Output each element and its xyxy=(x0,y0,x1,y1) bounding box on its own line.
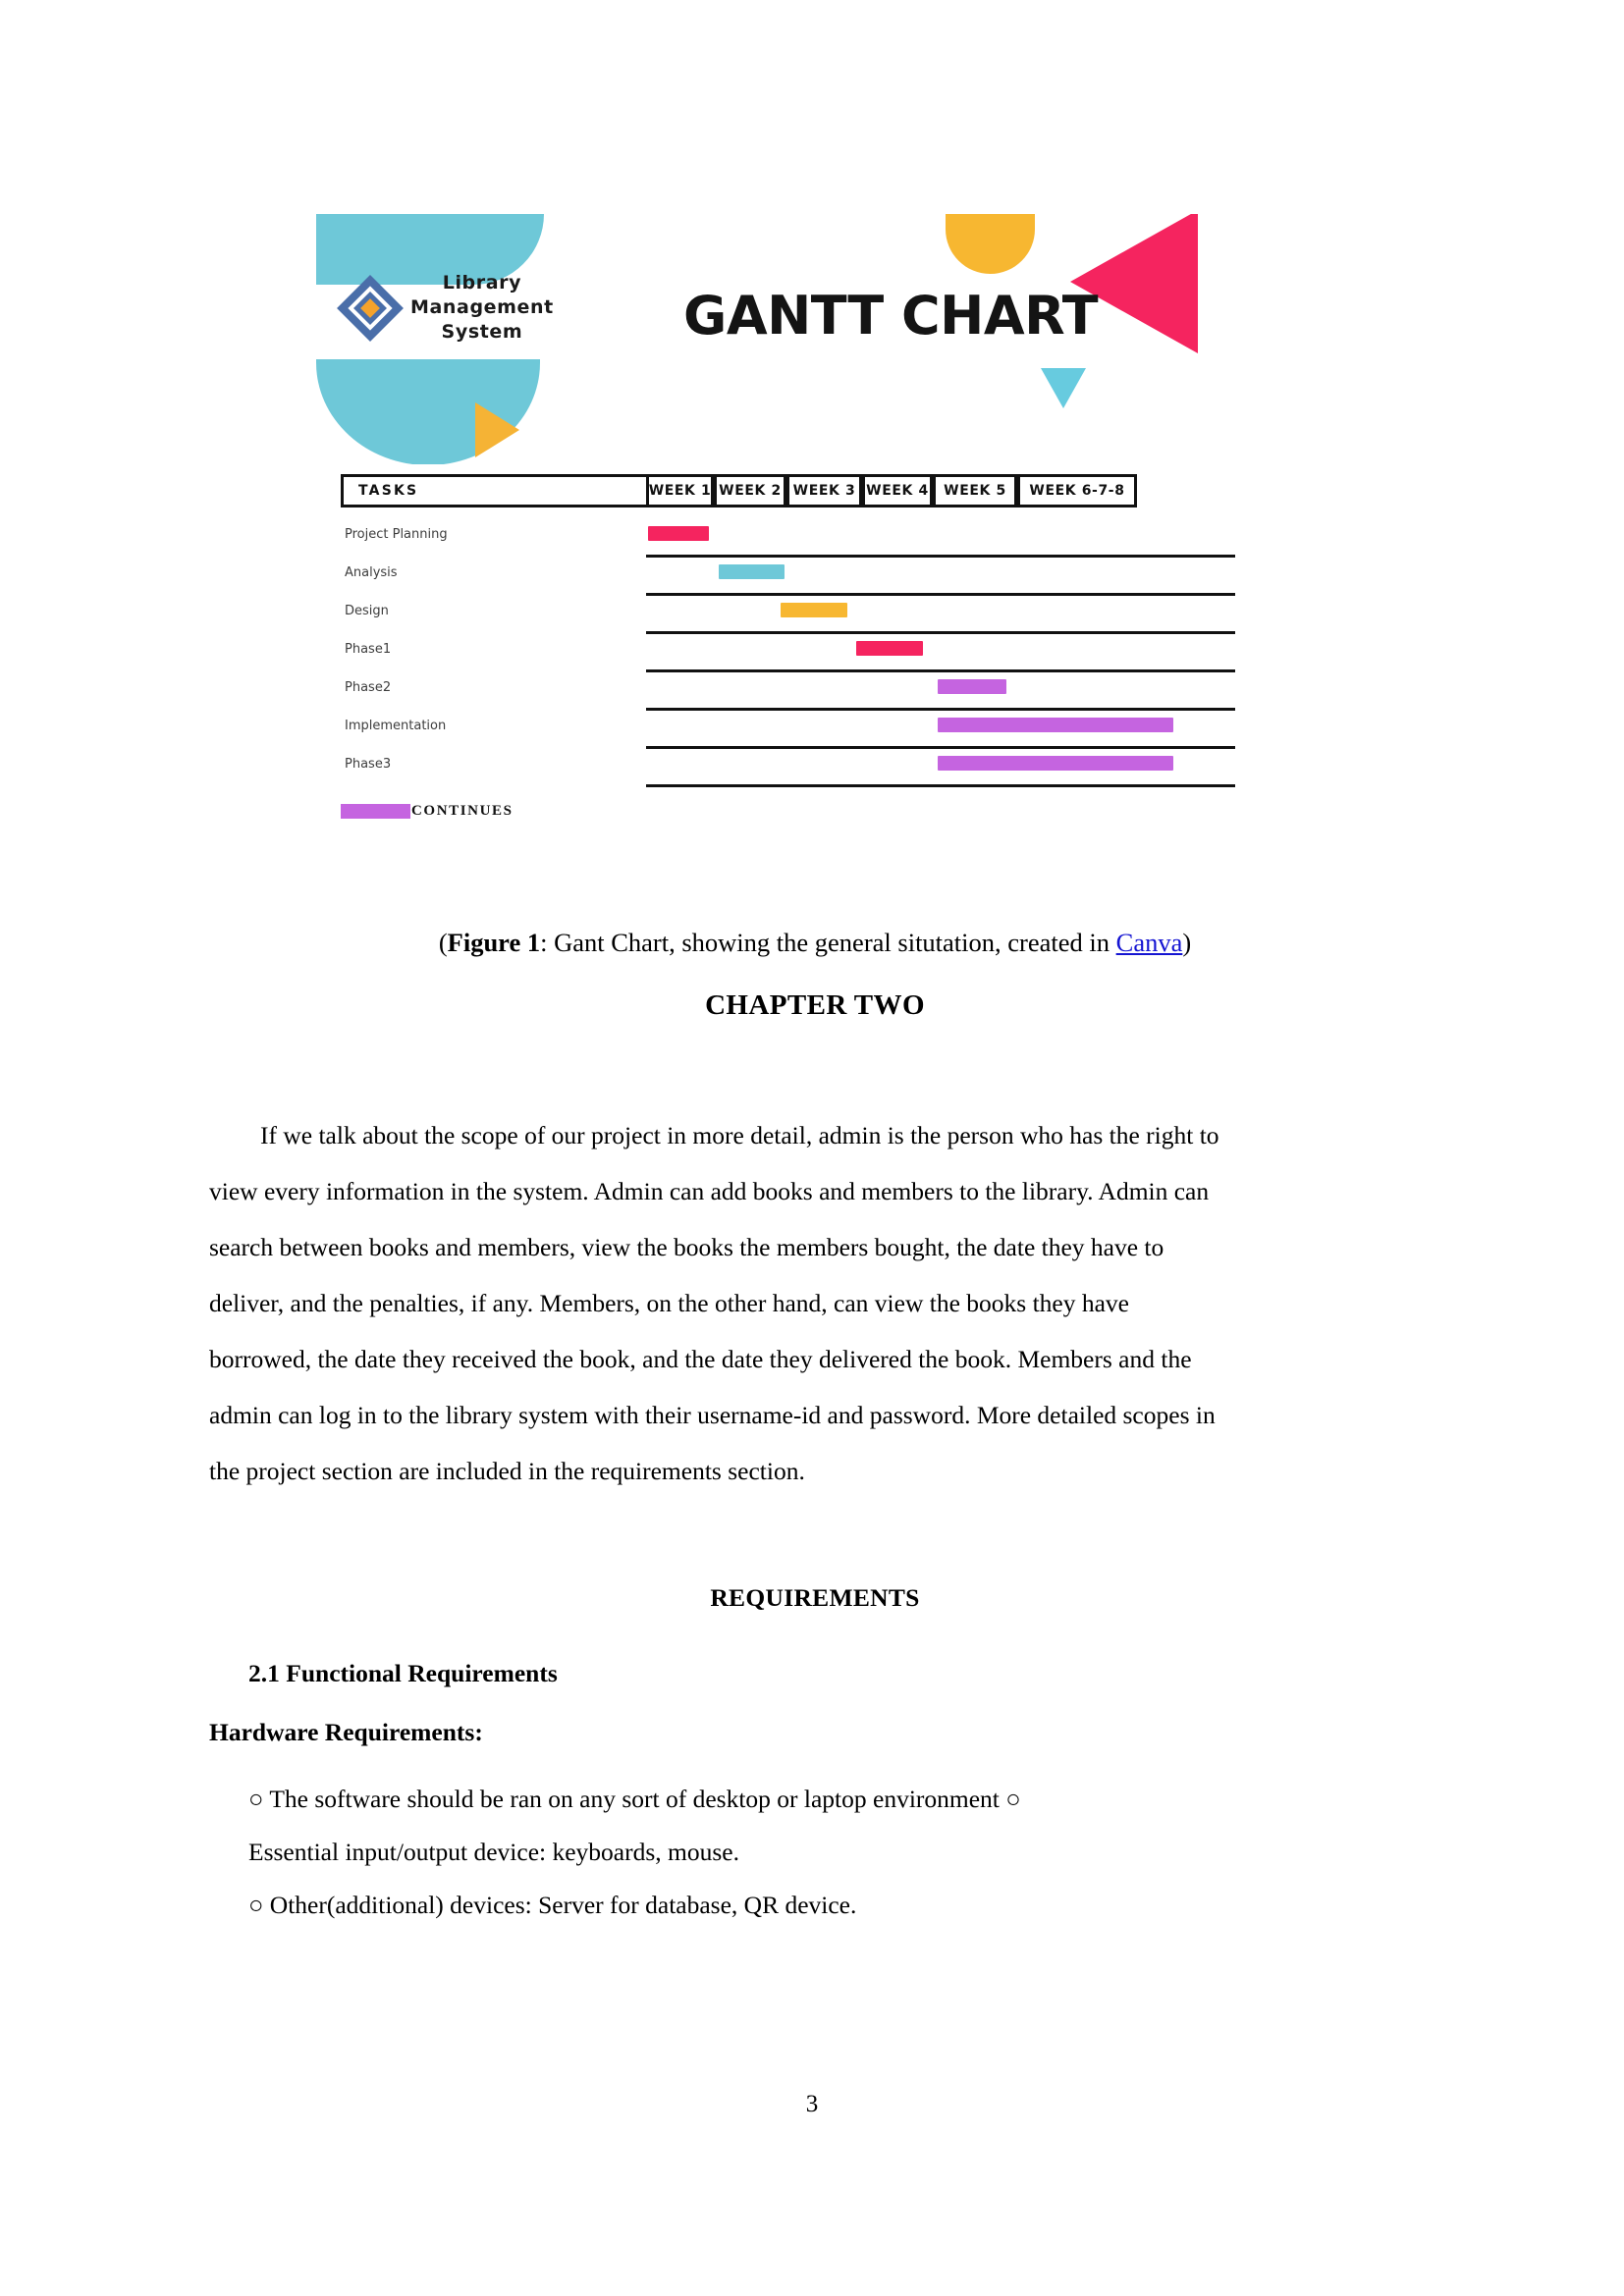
gantt-task-label: Analysis xyxy=(345,565,398,580)
hardware-requirements-heading: Hardware Requirements: xyxy=(209,1718,483,1746)
gantt-task-label: Implementation xyxy=(345,719,447,733)
gantt-row xyxy=(316,595,1300,633)
gantt-legend xyxy=(341,803,514,820)
caption-figure-label: Figure 1 xyxy=(447,928,541,957)
figure-caption xyxy=(177,928,1453,959)
gantt-bar xyxy=(781,603,847,617)
functional-requirements-subheading: 2.1 Functional Requirements xyxy=(248,1659,558,1687)
week-column-header-label: WEEK 4 xyxy=(866,483,929,499)
diamond-logo-icon xyxy=(340,278,401,339)
week-column-header-label: WEEK 5 xyxy=(944,483,1006,499)
cyan-triangle-down-icon xyxy=(1041,368,1086,408)
gantt-row xyxy=(316,633,1300,671)
logo-text xyxy=(410,271,554,345)
orange-triangle-right-icon xyxy=(475,402,519,457)
gantt-bar xyxy=(938,718,1173,732)
week-column-header-label: WEEK 1 xyxy=(648,483,712,499)
gantt-bar xyxy=(648,526,709,541)
gantt-chart-figure xyxy=(316,214,1300,901)
week-column-header-label: WEEK 2 xyxy=(719,483,782,499)
week-column-header-2 xyxy=(714,474,786,507)
gantt-task-label: Phase2 xyxy=(345,680,392,695)
gantt-row xyxy=(316,518,1300,557)
gantt-chart-title: GANTT CHART xyxy=(683,285,1099,347)
caption-open-paren: ( xyxy=(438,928,448,957)
orange-semicircle-shape-icon xyxy=(946,214,1035,274)
gantt-bar xyxy=(719,564,785,579)
gantt-rows xyxy=(316,518,1300,788)
legend-label-continues: CONTINUES xyxy=(411,803,514,819)
library-management-system-logo xyxy=(340,271,554,345)
gantt-chart-card xyxy=(316,214,1300,901)
gantt-row xyxy=(316,710,1300,748)
list-item: ○ Other(additional) devices: Server for database, QR device. xyxy=(248,1891,857,1919)
week-column-header-6 xyxy=(1017,474,1137,507)
chapter-title: CHAPTER TWO xyxy=(705,989,925,1021)
week-column-header-label: WEEK 6-7-8 xyxy=(1029,483,1125,499)
week-column-header-5 xyxy=(933,474,1017,507)
requirements-heading: REQUIREMENTS xyxy=(710,1583,920,1612)
gantt-task-label: Project Planning xyxy=(345,527,448,542)
gantt-row xyxy=(316,557,1300,595)
week-column-header-4 xyxy=(862,474,933,507)
week-column-header-3 xyxy=(786,474,862,507)
legend-swatch-continues xyxy=(341,804,410,819)
week-column-header-1 xyxy=(646,474,714,507)
tasks-column-header-label: TASKS xyxy=(358,483,419,499)
logo-line-3: System xyxy=(441,321,523,344)
tasks-column-header xyxy=(341,474,657,507)
gantt-bar xyxy=(938,679,1006,694)
gantt-bar xyxy=(938,756,1173,771)
canva-link[interactable]: Canva xyxy=(1115,928,1183,957)
gantt-chart-header xyxy=(316,214,1300,464)
week-column-header-label: WEEK 3 xyxy=(792,483,856,499)
page-number: 3 xyxy=(805,2091,819,2117)
gantt-row xyxy=(316,748,1300,786)
gantt-task-label: Phase3 xyxy=(345,757,392,772)
gantt-bar xyxy=(856,641,923,656)
logo-line-2: Management xyxy=(410,296,554,319)
scope-paragraph: If we talk about the scope of our project in more detail, admin is the person who has the right to view every information in the system. Admin can add books and members to the library. Admin can search between books and members, view the books the members bought, the date they have to deliver, and the penalties, if any. Members, on the other hand, can view the books they have borrowed, the date they received the book, and the date they delivered the book. Members and the admin can log in to the library system with their username-id and password. More detailed scopes in the project section are included in the requirements section. xyxy=(209,1121,1219,1485)
caption-close-paren: ) xyxy=(1182,928,1192,957)
hardware-requirements-list xyxy=(248,1773,1240,1932)
gantt-task-label: Phase1 xyxy=(345,642,392,657)
list-item: Essential input/output device: keyboards, mouse. xyxy=(248,1838,739,1866)
logo-line-1: Library xyxy=(442,272,522,294)
gantt-row xyxy=(316,671,1300,710)
caption-text: : Gant Chart, showing the general situtation, created in xyxy=(540,928,1116,957)
gantt-row-divider xyxy=(646,783,1235,787)
gantt-table-header-row xyxy=(316,474,1300,511)
gantt-task-label: Design xyxy=(345,604,389,618)
list-item: ○ The software should be ran on any sort of desktop or laptop environment ○ xyxy=(248,1785,1021,1813)
